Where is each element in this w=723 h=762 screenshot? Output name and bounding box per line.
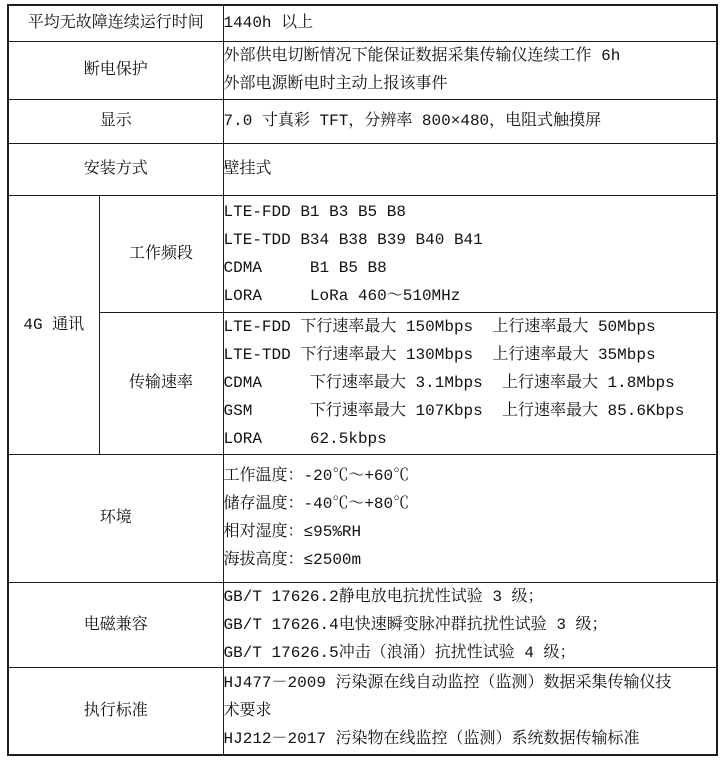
row-label-mtbf: 平均无故障连续运行时间: [8, 5, 223, 41]
value-line: 壁挂式: [223, 160, 272, 178]
table-row-mtbf: [8, 5, 717, 41]
value-line: HJ212－2017 污染物在线监控（监测）系统数据传输标准: [223, 729, 640, 748]
row-label-emc: 电磁兼容: [8, 582, 223, 667]
table-row-emc: [8, 582, 717, 667]
row-value-frequency-bands: [223, 195, 717, 312]
row-label-display: 显示: [8, 99, 223, 143]
spec-table: [7, 4, 718, 756]
value-line: 相对湿度：≤95%RH: [223, 523, 362, 541]
row-value-emc: [223, 582, 717, 667]
row-label-power-protect: 断电保护: [8, 41, 223, 99]
group-label-4g-comm: 4G 通讯: [8, 195, 99, 454]
row-label-transfer-rate: 传输速率: [99, 312, 223, 454]
value-line: LTE-TDD B34 B38 B39 B40 B41: [223, 230, 483, 249]
value-line: LORA 62.5kbps: [223, 430, 387, 448]
table-row-frequency-bands: [8, 195, 717, 312]
value-line: 外部电源断电时主动上报该事件: [223, 75, 448, 93]
row-value-display: [223, 99, 717, 143]
row-value-transfer-rate: [223, 312, 717, 454]
row-label-mounting: 安装方式: [8, 143, 223, 195]
value-line: CDMA B1 B5 B8: [223, 258, 387, 277]
row-value-standards: [223, 667, 717, 755]
value-line: GSM 下行速率最大 107Kbps 上行速率最大 85.6Kbps: [223, 402, 685, 420]
table-row-power-protect: [8, 41, 717, 99]
row-value-environment: [223, 454, 717, 582]
value-line: GB/T 17626.5冲击（浪涌）抗扰性试验 4 级；: [223, 643, 576, 662]
row-value-mounting: [223, 143, 717, 195]
value-line: 外部供电切断情况下能保证数据采集传输仪连续工作 6h: [223, 47, 621, 65]
row-value-mtbf: [223, 5, 717, 41]
row-value-power-protect: [223, 41, 717, 99]
table-row-display: [8, 99, 717, 143]
table-row-transfer-rate: [8, 312, 717, 454]
table-row-standards: [8, 667, 717, 755]
value-line: LORA LoRa 460～510MHz: [223, 286, 461, 305]
row-label-environment: 环境: [8, 454, 223, 582]
value-line: LTE-TDD 下行速率最大 130Mbps 上行速率最大 35Mbps: [223, 346, 656, 364]
row-label-frequency-bands: 工作频段: [99, 195, 223, 312]
table-row-environment: [8, 454, 717, 582]
value-line: GB/T 17626.2静电放电抗扰性试验 3 级；: [223, 587, 544, 606]
table-row-mounting: [8, 143, 717, 195]
value-line: GB/T 17626.4电快速瞬变脉冲群抗扰性试验 3 级；: [223, 615, 608, 634]
value-line: 海拔高度：≤2500m: [223, 551, 362, 569]
row-label-standards: 执行标准: [8, 667, 223, 755]
value-line: LTE-FDD B1 B3 B5 B8: [223, 202, 406, 221]
value-line: 术要求: [223, 701, 272, 720]
value-line: 7.0 寸真彩 TFT，分辨率 800×480，电阻式触摸屏: [223, 112, 602, 130]
value-line: HJ477－2009 污染源在线自动监控（监测）数据采集传输仪技: [223, 673, 672, 692]
value-line: LTE-FDD 下行速率最大 150Mbps 上行速率最大 50Mbps: [223, 318, 656, 336]
value-line: 1440h 以上: [223, 14, 314, 33]
value-line: 储存温度：-40℃～+80℃: [223, 495, 410, 513]
value-line: CDMA 下行速率最大 3.1Mbps 上行速率最大 1.8Mbps: [223, 374, 675, 392]
value-line: 工作温度：-20℃～+60℃: [223, 467, 410, 485]
